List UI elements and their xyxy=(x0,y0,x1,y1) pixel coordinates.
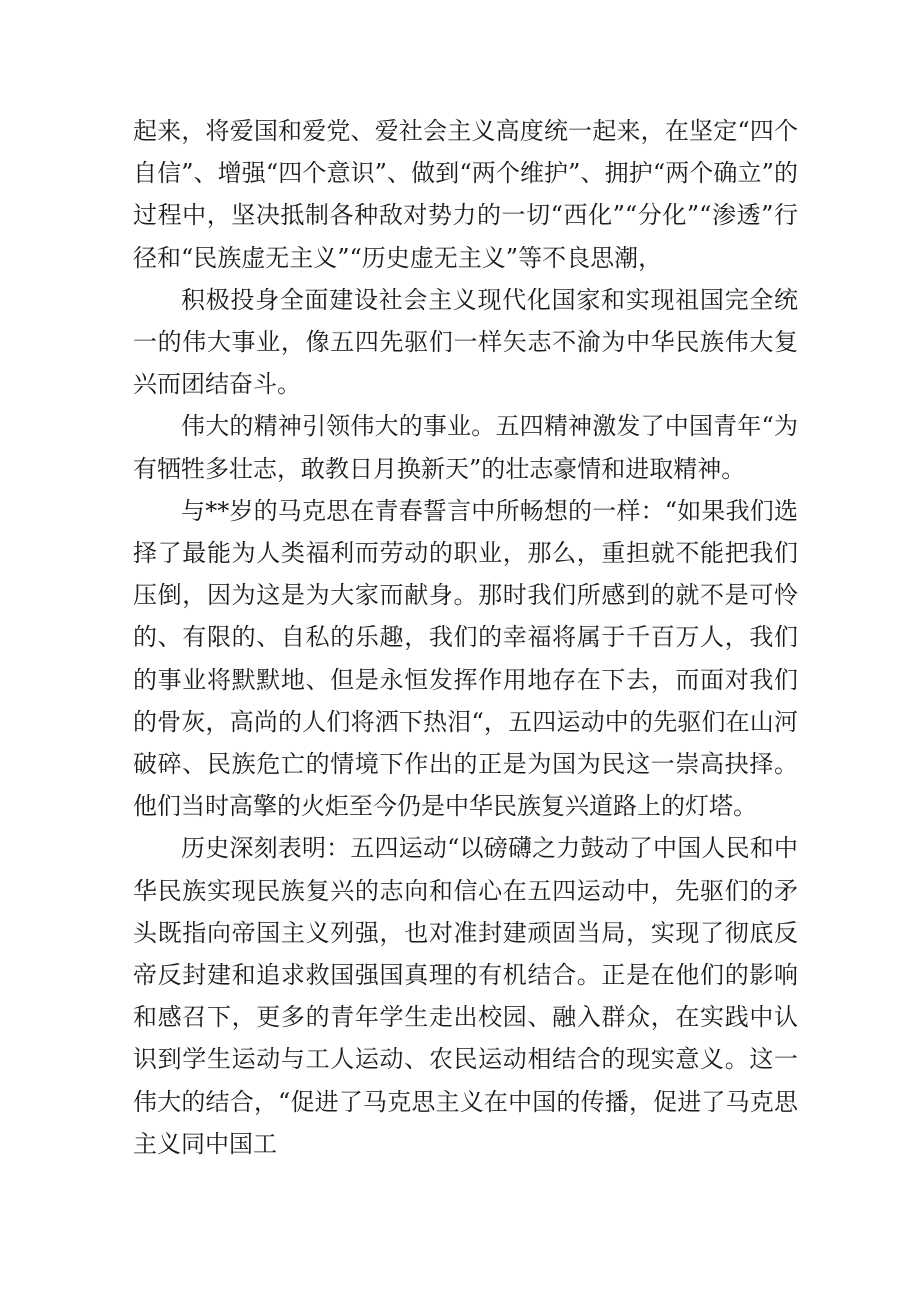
paragraph-4: 与**岁的马克思在青春誓言中所畅想的一样：“如果我们选择了最能为人类福利而劳动的职业，那么，重担就不能把我们压倒，因为这是为大家而献身。那时我们所感到的就不是可怜的、有限的、自私的乐趣，我们的幸福将属于千百万人，我们的事业将默默地、但是永恒发挥作用地存在下去，而面对我们的骨灰，高尚的人们将洒下热泪“，五四运动中的先驱们在山河破碎、民族危亡的情境下作出的正是为国为民这一崇高抉择。他们当时高擎的火炬至今仍是中华民族复兴道路上的灯塔。 xyxy=(133,496,798,821)
paragraph-2: 积极投身全面建设社会主义现代化国家和实现祖国完全统一的伟大事业，像五四先驱们一样矢志不渝为中华民族伟大复兴而团结奋斗。 xyxy=(133,285,798,399)
document-body xyxy=(133,110,798,1165)
paragraph-3: 伟大的精神引领伟大的事业。五四精神激发了中国青年“为有牺牲多壮志，敢教日月换新天”的壮志豪情和进取精神。 xyxy=(133,412,798,483)
paragraph-5: 历史深刻表明：五四运动“以磅礴之力鼓动了中国人民和中华民族实现民族复兴的志向和信心在五四运动中，先驱们的矛头既指向帝国主义列强，也对准封建顽固当局，实现了彻底反帝反封建和追求救国强国真理的有机结合。正是在他们的影响和感召下，更多的青年学生走出校园、融入群众，在实践中认识到学生运动与工人运动、农民运动相结合的现实意义。这一伟大的结合，“促进了马克思主义在中国的传播，促进了马克思主义同中国工 xyxy=(133,834,798,1158)
paragraph-1: 起来，将爱国和爱党、爱社会主义高度统一起来，在坚定“四个自信”、增强“四个意识”、做到“两个维护”、拥护“两个确立”的过程中，坚决抵制各种敌对势力的一切“西化”“分化”“渗透”行径和“民族虚无主义”“历史虚无主义”等不良思潮， xyxy=(133,117,798,272)
